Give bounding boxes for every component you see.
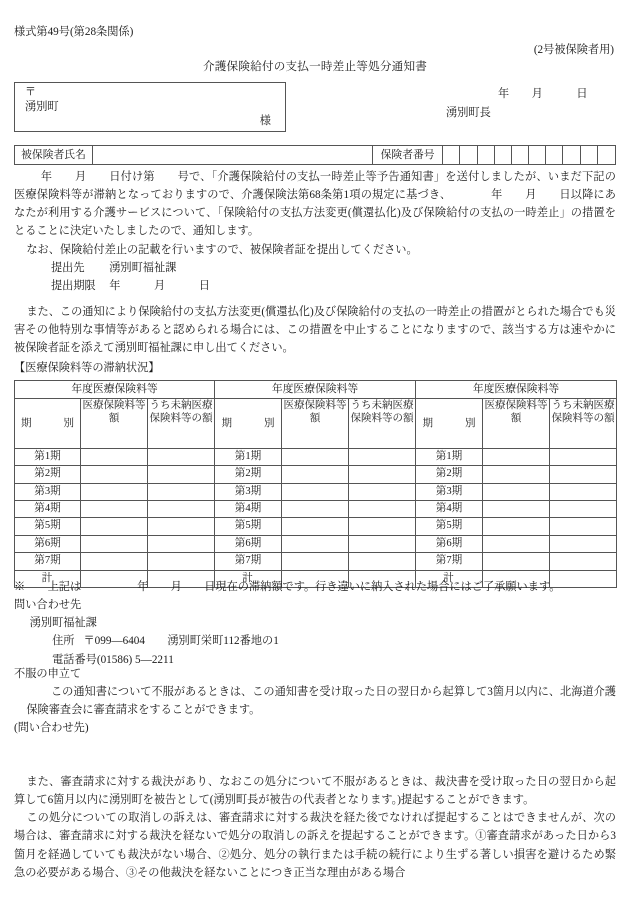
period-label: 第3期	[416, 483, 483, 500]
column-header-unpaid: うち未納医療保険料等の額	[349, 398, 416, 448]
notice-paragraph-2: なお、保険給付差止の記載を行いますので、被保険者証を提出してください。	[26, 243, 418, 256]
unpaid-amount-input[interactable]	[550, 535, 617, 552]
unpaid-amount-input[interactable]	[349, 466, 416, 483]
insurer-number-cell[interactable]	[529, 146, 546, 164]
notice-paragraph-3: また、この通知により保険給付の支払方法変更(償還払化)及び保険給付の支払の一時差止の措置がとられた場合でも災害その他特別な事情等があると認められる場合には、この措置を中止することになりますので、該当する方は速やかに被保険者証を添えて湧別町福祉課に申し出てください。	[14, 306, 616, 355]
premium-amount-input[interactable]	[81, 500, 148, 517]
arrears-group-header: 年度医療保険料等	[416, 381, 617, 399]
arrears-column-header-row	[15, 398, 617, 448]
unpaid-amount-input[interactable]	[550, 448, 617, 465]
unpaid-amount-input[interactable]	[148, 483, 215, 500]
period-label: 第3期	[15, 483, 81, 500]
insurer-number-cell[interactable]	[512, 146, 529, 164]
notice-paragraph-1: 年 月 日付け第 号で、「介護保険給付の支払一時差止等予告通知書」を送付しましたが、いまだ下記の医療保険料等が滞納となっておりますので、介護保険法第68条第1項の規定に基づき、 年 月 日以降にあなたが利用する介護サービスについて、「保険給付の支払方法変更(償還払化)及び保険給付の支払の一時差止」の措置をとることに決定いたしましたので、通知します。	[14, 171, 616, 238]
appeal-contact-label: (問い合わせ先)	[14, 722, 89, 735]
column-header-period: 期 別	[15, 398, 81, 448]
insurer-number-cell[interactable]	[581, 146, 598, 164]
period-label: 第4期	[215, 500, 282, 517]
premium-amount-input[interactable]	[483, 466, 550, 483]
premium-amount-input[interactable]	[282, 483, 349, 500]
page-title: 介護保険給付の支払一時差止等処分通知書	[202, 60, 428, 73]
column-header-premium: 医療保険料等額	[282, 398, 349, 448]
period-label: 第2期	[215, 466, 282, 483]
issue-date-field[interactable]: 年 月 日	[498, 88, 588, 100]
arrears-section-heading: 【医療保険料等の滞納状況】	[14, 362, 160, 374]
total-label: 計	[215, 570, 282, 587]
column-header-premium: 医療保険料等額	[483, 398, 550, 448]
premium-amount-input[interactable]	[81, 483, 148, 500]
submit-to-label: 提出先	[50, 261, 85, 274]
column-header-period: 期 別	[416, 398, 483, 448]
premium-amount-input[interactable]	[81, 553, 148, 570]
unpaid-amount-input[interactable]	[349, 448, 416, 465]
contact-address-value: 〒099—6404 湧別町栄町112番地の1	[83, 635, 279, 648]
arrears-group-header: 年度医療保険料等	[15, 381, 215, 399]
unpaid-amount-input[interactable]	[550, 518, 617, 535]
unpaid-amount-input[interactable]	[148, 553, 215, 570]
recipient-honorific: 様	[259, 115, 271, 128]
premium-amount-input[interactable]	[282, 535, 349, 552]
unpaid-amount-input[interactable]	[550, 483, 617, 500]
period-label: 第5期	[215, 518, 282, 535]
period-label: 第2期	[15, 466, 81, 483]
appeal-paragraph-1: この通知書について不服があるときは、この通知書を受け取った日の翌日から起算して3箇月以内に、北海道介護保険審査会に審査請求をすることができます。	[26, 686, 616, 717]
postal-mark-icon: 〒	[25, 86, 36, 98]
insurer-number-cell[interactable]	[495, 146, 512, 164]
submit-to-value: 湧別町福祉課	[109, 261, 177, 274]
premium-amount-input[interactable]	[282, 553, 349, 570]
unpaid-amount-input[interactable]	[550, 553, 617, 570]
period-label: 第1期	[15, 448, 81, 465]
insurer-number-cell[interactable]	[563, 146, 580, 164]
table-row	[15, 518, 617, 535]
arrears-asof-note: ※ 上記は 年 月 日現在の滞納額です。行き違いに納入された場合にはご了承願います。	[14, 581, 561, 593]
insurer-number-cell[interactable]	[460, 146, 477, 164]
period-label: 第7期	[15, 553, 81, 570]
unpaid-amount-input[interactable]	[550, 466, 617, 483]
arrears-group-header-row	[15, 381, 617, 399]
insurer-number-cell[interactable]	[598, 146, 615, 164]
period-label: 第4期	[416, 500, 483, 517]
arrears-table-head	[15, 381, 617, 449]
table-row	[15, 553, 617, 570]
period-label: 第1期	[215, 448, 282, 465]
submit-due-label: 提出期限	[50, 279, 96, 292]
unpaid-amount-input[interactable]	[148, 535, 215, 552]
period-label: 第6期	[215, 535, 282, 552]
appeal-heading: 不服の申立て	[14, 668, 82, 680]
recipient-address-box[interactable]	[14, 82, 286, 132]
recipient-type-label: (2号被保険者用)	[533, 44, 614, 56]
column-header-unpaid: うち未納医療保険料等の額	[550, 398, 617, 448]
insurer-number-cell[interactable]	[546, 146, 563, 164]
insured-identification-strip	[14, 145, 616, 165]
period-label: 第4期	[15, 500, 81, 517]
issuer-name: 湧別町長	[446, 107, 491, 119]
premium-amount-input[interactable]	[282, 500, 349, 517]
insurer-number-cells	[443, 146, 615, 164]
arrears-table-body	[15, 448, 617, 587]
premium-amount-input[interactable]	[282, 466, 349, 483]
notice-body	[14, 168, 616, 295]
insured-name-label: 被保険者氏名	[15, 146, 93, 164]
unpaid-amount-input[interactable]	[349, 483, 416, 500]
table-row	[15, 500, 617, 517]
contact-heading: 問い合わせ先	[14, 599, 82, 612]
insurer-number-cell[interactable]	[443, 146, 460, 164]
post-table-notes	[14, 578, 616, 669]
arrears-group-header: 年度医療保険料等	[215, 381, 416, 399]
period-label: 第6期	[15, 535, 81, 552]
insurer-number-label: 保険者番号	[373, 146, 443, 164]
premium-amount-input[interactable]	[483, 483, 550, 500]
premium-amount-input[interactable]	[483, 448, 550, 465]
litigation-paragraph-2: この処分についての取消しの訴えは、審査請求に対する裁決を経た後でなければ提起することはできませんが、次の場合は、審査請求に対する裁決を経ないで処分の取消しの訴えを提起することができます。①審査請求があった日から3箇月を経過していても裁決がない場合、②処分、処分の執行または手続の続行により生ずる著しい損害を避けるため緊急の必要がある場合、③その他裁決を経ないことにつき正当な理由がある場合	[14, 812, 616, 879]
unpaid-amount-input[interactable]	[148, 466, 215, 483]
submit-due-row	[14, 277, 616, 295]
recipient-town: 湧別町	[25, 100, 59, 113]
premium-amount-input[interactable]	[483, 518, 550, 535]
appeal-section	[14, 665, 616, 738]
submit-due-value[interactable]: 年 月 日	[109, 279, 210, 292]
contact-department: 湧別町福祉課	[29, 617, 97, 630]
contact-tel-label: 電話番号	[52, 653, 97, 666]
period-label: 第6期	[416, 535, 483, 552]
premium-amount-input[interactable]	[282, 518, 349, 535]
contact-address-label: 住所	[52, 635, 75, 648]
unpaid-amount-input[interactable]	[148, 500, 215, 517]
form-number: 様式第49号(第28条関係)	[14, 26, 134, 38]
table-row	[15, 483, 617, 500]
period-label: 第5期	[15, 518, 81, 535]
insurer-number-cell[interactable]	[478, 146, 495, 164]
notice-paragraph-3-wrap	[14, 303, 616, 357]
total-label: 計	[15, 570, 81, 587]
period-label: 第5期	[416, 518, 483, 535]
insured-name-input[interactable]	[93, 146, 373, 164]
premium-amount-input[interactable]	[81, 448, 148, 465]
premium-amount-input[interactable]	[483, 535, 550, 552]
unpaid-amount-input[interactable]	[349, 553, 416, 570]
premium-amount-input[interactable]	[282, 448, 349, 465]
contact-address-row	[14, 632, 616, 650]
unpaid-amount-input[interactable]	[148, 448, 215, 465]
period-label: 第7期	[215, 553, 282, 570]
period-label: 第1期	[416, 448, 483, 465]
premium-amount-input[interactable]	[81, 466, 148, 483]
premium-amount-input[interactable]	[483, 500, 550, 517]
period-label: 第3期	[215, 483, 282, 500]
column-header-unpaid: うち未納医療保険料等の額	[148, 398, 215, 448]
total-label: 計	[416, 570, 483, 587]
period-label: 第2期	[416, 466, 483, 483]
table-row	[15, 448, 617, 465]
litigation-section	[14, 773, 616, 882]
litigation-paragraph-1: また、審査請求に対する裁決があり、なおこの処分について不服があるときは、裁決書を受け取った日の翌日から起算して6箇月以内に湧別町を被告として(湧別町長が被告の代表者となります。)提起することができます。	[14, 776, 616, 807]
unpaid-amount-input[interactable]	[349, 535, 416, 552]
contact-tel-value: (01586) 5—2211	[96, 653, 174, 666]
premium-amount-input[interactable]	[81, 535, 148, 552]
table-row	[15, 466, 617, 483]
arrears-table	[14, 380, 617, 588]
unpaid-amount-input[interactable]	[349, 518, 416, 535]
column-header-premium: 医療保険料等額	[81, 398, 148, 448]
unpaid-amount-input[interactable]	[349, 500, 416, 517]
period-label: 第7期	[416, 553, 483, 570]
premium-amount-input[interactable]	[483, 553, 550, 570]
submit-to-row	[14, 259, 616, 277]
unpaid-amount-input[interactable]	[148, 518, 215, 535]
unpaid-amount-input[interactable]	[550, 500, 617, 517]
column-header-period: 期 別	[215, 398, 282, 448]
premium-amount-input[interactable]	[81, 518, 148, 535]
table-row	[15, 535, 617, 552]
